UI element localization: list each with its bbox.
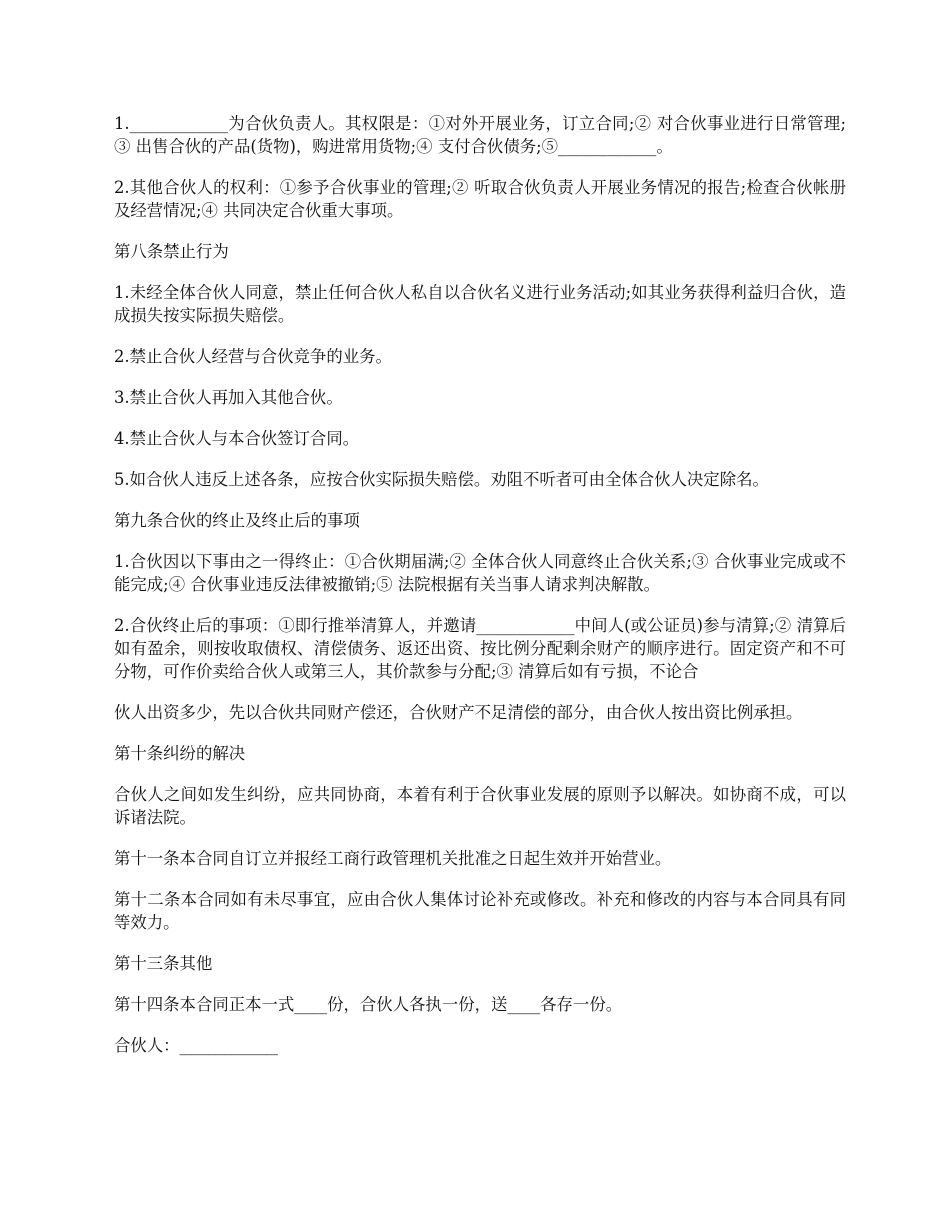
clause-10-heading: 第十条纠纷的解决 [114,744,246,763]
clause-8-item-3: 3.禁止合伙人再加入其他合伙。 [114,388,343,407]
clause-8-heading: 第八条禁止行为 [114,242,229,261]
clause-8-item-1: 1.未经全体合伙人同意，禁止任何合伙人私自以合伙名义进行业务活动;如其业务获得利益归合伙，造成损失按实际损失赔偿。 [114,283,846,325]
clause-9-item-1: 1.合伙因以下事由之一得终止：①合伙期届满;② 全体合伙人同意终止合伙关系;③ 合伙事业完成或不能完成;④ 合伙事业违反法律被撤销;⑤ 法院根据有关当事人请求判决解散。 [114,552,846,594]
clause-9-heading: 第九条合伙的终止及终止后的事项 [114,511,360,530]
clause-11: 第十一条本合同自订立并报经工商行政管理机关批准之日起生效并开始营业。 [114,849,672,868]
clause-7-item-1: 1.____________为合伙负责人。其权限是：①对外开展业务，订立合同;② 对合伙事业进行日常管理;③ 出售合伙的产品(货物)，购进常用货物;④ 支付合伙债务;⑤____________。 [114,114,846,156]
clause-9-item-2-continued: 伙人出资多少，先以合伙共同财产偿还，合伙财产不足清偿的部分，由合伙人按出资比例承担。 [114,703,803,722]
clause-9-item-2: 2.合伙终止后的事项：①即行推举清算人，并邀请____________中间人(或公证员)参与清算;② 清算后如有盈余，则按收取债权、清偿债务、返还出资、按比例分配剩余财产的顺序进行。固定资产和不可分物，可作价卖给合伙人或第三人，其价款参与分配;③ 清算后如有亏损，不论合 [114,616,846,681]
clause-7-item-2: 2.其他合伙人的权利：①参予合伙事业的管理;② 听取合伙负责人开展业务情况的报告;检查合伙帐册及经营情况;④ 共同决定合伙重大事项。 [114,178,846,220]
document-body [114,112,846,1075]
clause-12: 第十二条本合同如有未尽事宜，应由合伙人集体讨论补充或修改。补充和修改的内容与本合同具有同等效力。 [114,890,846,932]
clause-13-heading: 第十三条其他 [114,954,213,973]
clause-8-item-2: 2.禁止合伙人经营与合伙竞争的业务。 [114,347,392,366]
clause-10-body: 合伙人之间如发生纠纷，应共同协商，本着有利于合伙事业发展的原则予以解决。如协商不成，可以诉诸法院。 [114,785,846,827]
clause-8-item-5: 5.如合伙人违反上述各条，应按合伙实际损失赔偿。劝阻不听者可由全体合伙人决定除名。 [114,470,769,489]
clause-8-item-4: 4.禁止合伙人与本合伙签订合同。 [114,429,360,448]
clause-14: 第十四条本合同正本一式____份，合伙人各执一份，送____各存一份。 [114,995,623,1014]
partner-signature-line: 合伙人：____________ [114,1036,278,1055]
